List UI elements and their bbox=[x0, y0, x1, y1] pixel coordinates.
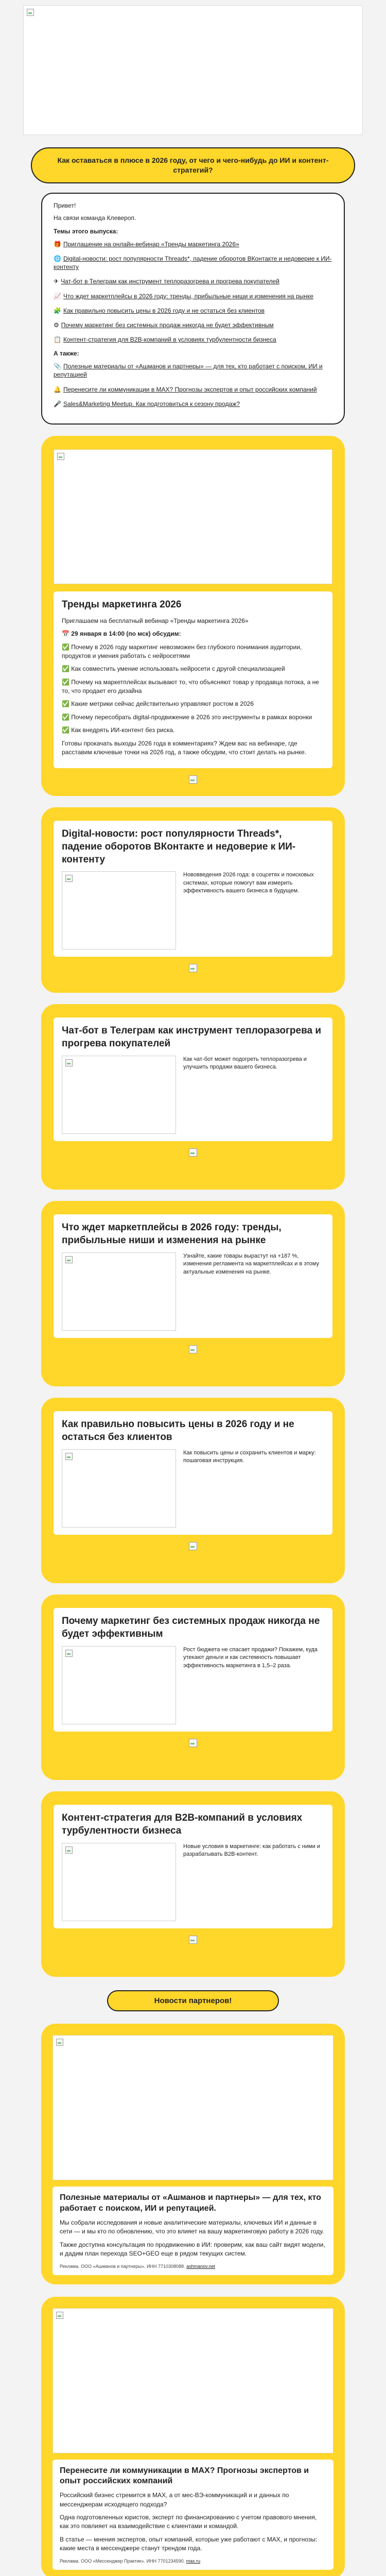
toc-item bbox=[54, 277, 332, 285]
article-card bbox=[41, 1004, 345, 1190]
toc-item bbox=[54, 321, 332, 329]
broken-image-icon bbox=[56, 2312, 63, 2319]
article-row bbox=[62, 1056, 324, 1134]
register-link-image[interactable] bbox=[189, 775, 197, 784]
header-banner-image bbox=[23, 5, 363, 135]
partner-image[interactable] bbox=[52, 2308, 334, 2453]
broken-image-icon bbox=[65, 1846, 73, 1854]
partner-title: Перенесите ли коммуникации в MAX? Прогнозы экспертов и опыт российских компаний bbox=[60, 2466, 309, 2486]
toc-emoji-icon: 📋 bbox=[54, 336, 61, 344]
toc-heading: Темы этого выпуска: bbox=[54, 227, 118, 235]
article-row bbox=[62, 1252, 324, 1331]
toc-emoji-icon: 🧩 bbox=[54, 307, 61, 314]
article-card bbox=[41, 1201, 345, 1386]
ad-disclaimer-text: Реклама. ООО «Мессенджер Практик». ИНН 7701234590. bbox=[60, 2558, 186, 2564]
article-title[interactable]: Чат-бот в Телеграм как инструмент теплоразогрева и прогрева покупателей bbox=[62, 1025, 322, 1049]
partner-body bbox=[52, 2460, 334, 2570]
toc-link[interactable]: Контент-стратегия для B2B-компаний в условиях турбулентности бизнеса bbox=[63, 336, 276, 344]
article-thumbnail[interactable] bbox=[62, 1843, 176, 1921]
broken-image-icon bbox=[65, 1453, 73, 1460]
article-card bbox=[41, 1595, 345, 1780]
article-body bbox=[54, 1411, 332, 1534]
article-summary: Рост бюджета не спасает продажи? Покажем, куда утекают деньги и как системность повышает эффективность маркетинга в 1,5–2 раза. bbox=[183, 1646, 318, 1669]
webinar-card bbox=[41, 436, 345, 796]
toc-emoji-icon: 🌐 bbox=[54, 255, 61, 262]
partner-paragraph: В статье — мнения экспертов, опыт компаний, которые уже работают с MAX, и прогнозы: какие места в мессенджере станут трендом года. bbox=[60, 2535, 318, 2552]
webinar-closing: Готовы прокачать выходы 2026 года в комментариях? Ждем вас на вебинаре, где расставим ключевые точки на 2026 год, а также обсудим, что стоит делать на рынке. bbox=[62, 739, 307, 756]
webinar-image bbox=[54, 449, 332, 584]
partner-paragraph: Мы собрали исследования и новые аналитические материалы, ключевых ИИ и данные в сети — и мы кто по обновлению, что это влияет на вашу маркетинговую работу в 2026 году. bbox=[60, 2219, 324, 2235]
article-row bbox=[62, 1449, 324, 1528]
partner-paragraph: Также доступна консультация по продвижению в ИИ: проверим, как ваш сайт видят модели, и дадим план перехода SEO+GEO еще в рядом текущих систем. bbox=[60, 2241, 325, 2258]
webinar-bullet: ✅ Почему в 2026 году маркетинг невозможен без глубокого понимания аудитории, продуктов и умения работать с нейросетями bbox=[62, 643, 302, 659]
webinar-title: Тренды маркетинга 2026 bbox=[62, 599, 182, 611]
toc-link[interactable]: Как правильно повысить цены в 2026 году и не остаться без клиентов bbox=[63, 307, 265, 314]
toc-item bbox=[54, 292, 332, 300]
webinar-date: 📅 29 января в 14:00 (по мск) обсудим: bbox=[62, 630, 181, 638]
broken-image-icon bbox=[65, 875, 73, 882]
toc-emoji-icon: 🎁 bbox=[54, 240, 61, 248]
partner-card bbox=[41, 2297, 345, 2576]
toc-link[interactable]: Полезные материалы от «Ашманов и партнеры» — для тех, кто работает с поиском, ИИ и репутацией bbox=[54, 363, 323, 379]
extras-heading: А также: bbox=[54, 350, 79, 358]
webinar-intro: Приглашаем на бесплатный вебинар «Тренды маркетинга 2026» bbox=[62, 617, 249, 624]
webinar-bullet: ✅ Как внедрять ИИ-контент без риска. bbox=[62, 726, 175, 734]
webinar-bullet: ✅ Как совместить умение использовать нейросети с другой специализацией bbox=[62, 665, 285, 673]
toc-list bbox=[54, 240, 332, 344]
toc-emoji-icon: 📎 bbox=[54, 363, 61, 370]
toc-item bbox=[54, 307, 332, 315]
article-summary: Новые условия в маркетинге: как работать с ними и разрабатывать B2B-контент. bbox=[183, 1843, 320, 1858]
article-body bbox=[54, 1805, 332, 1928]
toc-item bbox=[54, 385, 332, 394]
partner-card bbox=[41, 2024, 345, 2284]
read-more-link-image[interactable] bbox=[189, 1739, 197, 1747]
webinar-bullet: ✅ Почему на маркетплейсах вызывают то, что объясняют товар у продавца потока, а не то, что продает его дизайна bbox=[62, 678, 319, 695]
article-thumbnail[interactable] bbox=[62, 1646, 176, 1724]
webinar-bullets bbox=[62, 643, 324, 735]
toc-emoji-icon: 📈 bbox=[54, 292, 61, 300]
team-line: На связи команда Клевероп. bbox=[54, 214, 136, 222]
toc-link[interactable]: Перенесите ли коммуникации в MAX? Прогнозы экспертов и опыт российских компаний bbox=[63, 385, 317, 393]
toc-link[interactable]: Почему маркетинг без системных продаж никогда не будет эффективным bbox=[61, 321, 274, 329]
email-container bbox=[23, 5, 363, 2576]
ad-disclaimer bbox=[60, 2264, 326, 2269]
ad-disclaimer-link[interactable]: ashmanov.net bbox=[186, 2263, 215, 2269]
toc-link[interactable]: Приглашение на онлайн-вебинар «Тренды маркетинга 2026» bbox=[63, 240, 239, 248]
article-body bbox=[54, 1214, 332, 1337]
broken-image-icon bbox=[65, 1059, 73, 1066]
extras-list bbox=[54, 362, 332, 408]
toc-emoji-icon: 🔔 bbox=[54, 385, 61, 393]
ad-disclaimer-link[interactable]: max.ru bbox=[186, 2558, 201, 2564]
broken-image-icon bbox=[56, 2039, 63, 2046]
article-summary: Узнайте, какие товары вырастут на +187 %, изменения регламента на маркетплейсах и в этому актуальные изменения на рынке. bbox=[183, 1252, 319, 1275]
article-thumbnail[interactable] bbox=[62, 1252, 176, 1331]
toc-link[interactable]: Sales&Marketing Meetup. Как подготовиться к сезону продаж? bbox=[63, 400, 240, 408]
article-thumbnail[interactable] bbox=[62, 1056, 176, 1134]
toc-item bbox=[54, 362, 332, 379]
read-more-link-image[interactable] bbox=[189, 1148, 197, 1157]
toc-link[interactable]: Что ждет маркетплейсы в 2026 году: тренды, прибыльные ниши и изменения на рынке bbox=[63, 292, 313, 300]
article-row bbox=[62, 871, 324, 950]
article-summary: Как повысить цены и сохранить клиентов и марку: пошаговая инструкция. bbox=[183, 1449, 316, 1464]
partner-body bbox=[52, 2187, 334, 2275]
broken-image-icon bbox=[65, 1650, 73, 1657]
webinar-bullet: ✅ Какие метрики сейчас действительно управляют ростом в 2026 bbox=[62, 700, 254, 708]
toc-link[interactable]: Digital-новости: рост популярности Threads*, падение оборотов ВКонтакте и недоверие к ИИ-контенту bbox=[54, 255, 332, 271]
partners-banner: Новости партнеров! bbox=[107, 1990, 279, 2011]
article-row bbox=[62, 1646, 324, 1724]
article-title[interactable]: Digital-новости: рост популярности Threads*, падение оборотов ВКонтакте и недоверие к ИИ-контенту bbox=[62, 828, 296, 865]
toc-emoji-icon: ⚙ bbox=[54, 321, 59, 329]
article-thumbnail[interactable] bbox=[62, 1449, 176, 1528]
partner-paragraph: Одна подготовленных юристов, эксперт по финансированию с учетом правового мнения, как это повлияет на взаимодействие с клиентами и командой. bbox=[60, 2513, 317, 2530]
toc-emoji-icon: ✈ bbox=[54, 278, 59, 285]
read-more-link-image[interactable] bbox=[189, 1345, 197, 1353]
toc-item bbox=[54, 335, 332, 344]
toc-item bbox=[54, 255, 332, 271]
article-card bbox=[41, 807, 345, 993]
article-body bbox=[54, 1018, 332, 1141]
article-card bbox=[41, 1398, 345, 1583]
article-title[interactable]: Контент-стратегия для B2B-компаний в условиях турбулентности бизнеса bbox=[62, 1812, 303, 1837]
cta-question-banner: Как оставаться в плюсе в 2026 году, от чего и чего-нибудь до ИИ и контент-стратегий? bbox=[31, 147, 355, 183]
read-more-link-image[interactable] bbox=[189, 964, 197, 972]
article-list bbox=[23, 807, 363, 1977]
toc-item bbox=[54, 400, 332, 408]
article-title[interactable]: Как правильно повысить цены в 2026 году и не остаться без клиентов bbox=[62, 1419, 294, 1443]
read-more-link-image[interactable] bbox=[189, 1542, 197, 1550]
broken-image-icon bbox=[65, 1256, 73, 1263]
webinar-body bbox=[54, 591, 332, 768]
partner-image[interactable] bbox=[52, 2035, 334, 2180]
article-row bbox=[62, 1843, 324, 1921]
read-more-link-image[interactable] bbox=[189, 1936, 197, 1944]
ad-disclaimer-text: Реклама. ООО «Ашманов и партнеры». ИНН 7710308088. bbox=[60, 2263, 187, 2269]
ad-disclaimer bbox=[60, 2558, 326, 2564]
article-summary: Как чат-бот может подогреть теплоразогрева и улучшить продажи вашего бизнеса. bbox=[183, 1056, 307, 1071]
article-summary: Нововведения 2026 года: в соцсетях и поисковых системах, которые помогут вам измерить эффективность вашего бизнеса в будущем. bbox=[183, 872, 314, 894]
broken-image-icon bbox=[27, 9, 34, 16]
article-title[interactable]: Что ждет маркетплейсы в 2026 году: тренды, прибыльные ниши и изменения на рынке bbox=[62, 1222, 282, 1246]
webinar-bullet: ✅ Почему пересобрать digital-продвижение в 2026 это инструменты в рамках воронки bbox=[62, 713, 312, 721]
broken-image-icon bbox=[57, 453, 64, 460]
greeting: Привет! bbox=[54, 201, 76, 209]
article-body bbox=[54, 1608, 332, 1731]
partner-title: Полезные материалы от «Ашманов и партнеры» — для тех, кто работает с поиском, ИИ и репутацией. bbox=[60, 2193, 321, 2213]
toc-item bbox=[54, 240, 332, 248]
intro-card bbox=[41, 193, 345, 425]
partner-paragraph: Российский бизнес стремится в MAX, а от мес-ВЭ-коммуникаций и и данных по мессенджерам исходящего подхода? bbox=[60, 2492, 289, 2508]
toc-emoji-icon: 🎤 bbox=[54, 400, 61, 408]
toc-link[interactable]: Чат-бот в Телеграм как инструмент теплоразогрева и прогрева покупателей bbox=[61, 278, 279, 285]
partner-list bbox=[23, 2024, 363, 2576]
article-thumbnail[interactable] bbox=[62, 871, 176, 950]
article-card bbox=[41, 1791, 345, 1977]
article-body bbox=[54, 821, 332, 957]
article-title[interactable]: Почему маркетинг без системных продаж никогда не будет эффективным bbox=[62, 1616, 320, 1640]
